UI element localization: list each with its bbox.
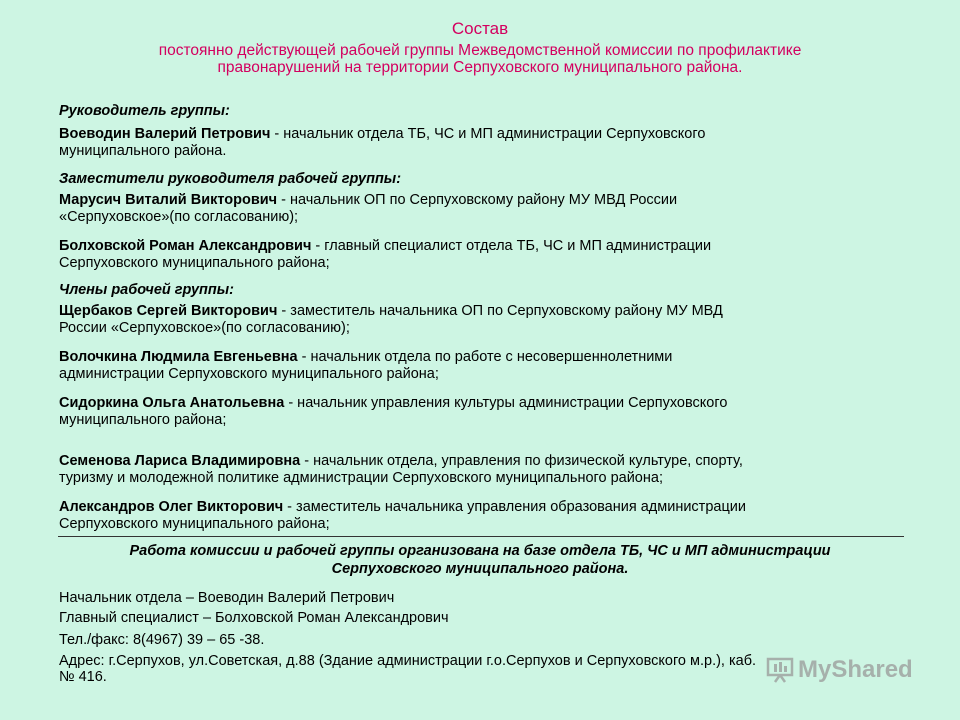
members-heading: Члены рабочей группы:	[59, 282, 234, 298]
member-line: муниципального района;	[59, 412, 227, 428]
contact-address: Адрес: г.Серпухов, ул.Советская, д.88 (Здание администрации г.о.Серпухов и Серпуховского м.р.), каб.	[59, 653, 757, 669]
contact-address: № 416.	[59, 669, 107, 685]
member-line: туризму и молодежной политике администрации Серпуховского муниципального района;	[59, 470, 663, 486]
person-name: Щербаков Сергей Викторович	[59, 303, 278, 319]
person-desc: - начальник отдела ТБ, ЧС и МП администрации Серпуховского	[270, 126, 706, 142]
person-name: Волочкина Людмила Евгеньевна	[59, 349, 298, 365]
person-desc: - главный специалист отдела ТБ, ЧС и МП администрации	[311, 238, 712, 254]
person-name: Александров Олег Викторович	[59, 499, 284, 515]
contact-specialist: Главный специалист – Болховской Роман Александрович	[59, 610, 449, 626]
subtitle-line: правонарушений на территории Серпуховского муниципального района.	[217, 59, 743, 76]
subtitle-line: постоянно действующей рабочей группы Межведомственной комиссии по профилактике	[158, 42, 802, 59]
watermark-text: MyShared	[798, 656, 913, 683]
person-desc: - начальник отдела, управления по физической культуре, спорту,	[300, 453, 743, 469]
deputy-line	[59, 192, 677, 208]
member-line: администрации Серпуховского муниципального района;	[59, 366, 439, 382]
divider	[58, 536, 904, 537]
watermark	[766, 656, 913, 684]
member-line	[59, 499, 746, 515]
work-note-line: Серпуховского муниципального района.	[331, 561, 629, 577]
person-name: Воеводин Валерий Петрович	[59, 126, 271, 142]
deputy-line	[59, 238, 711, 254]
deputies-heading: Заместители руководителя рабочей группы:	[59, 171, 402, 187]
person-name: Семенова Лариса Владимировна	[59, 453, 301, 469]
person-desc: - заместитель начальника ОП по Серпуховскому району МУ МВД	[277, 303, 723, 319]
person-name: Сидоркина Ольга Анатольевна	[59, 395, 285, 411]
person-desc: - начальник отдела по работе с несовершеннолетними	[297, 349, 673, 365]
person-desc: - начальник управления культуры администрации Серпуховского	[284, 395, 728, 411]
presentation-icon	[766, 657, 794, 683]
work-note-line: Работа комиссии и рабочей группы организована на базе отдела ТБ, ЧС и МП администрации	[129, 543, 831, 559]
member-line: Серпуховского муниципального района;	[59, 516, 330, 532]
subtitle	[0, 42, 960, 76]
deputy-line: «Серпуховское»(по согласованию);	[59, 209, 299, 225]
member-line	[59, 349, 672, 365]
person-desc: - начальник ОП по Серпуховскому району МУ МВД России	[277, 192, 678, 208]
member-line	[59, 453, 743, 469]
member-line: России «Серпуховское»(по согласованию);	[59, 320, 350, 336]
deputy-line: Серпуховского муниципального района;	[59, 255, 330, 271]
title: Состав	[451, 19, 509, 38]
person-desc: - заместитель начальника управления образования администрации	[283, 499, 746, 515]
member-line	[59, 303, 723, 319]
member-line	[59, 395, 727, 411]
leader-line	[59, 126, 705, 142]
person-name: Марусич Виталий Викторович	[59, 192, 278, 208]
leader-line: муниципального района.	[59, 143, 227, 159]
contact-phone: Тел./факс: 8(4967) 39 – 65 -38.	[59, 632, 265, 648]
contact-head: Начальник отдела – Воеводин Валерий Петрович	[59, 590, 395, 606]
person-name: Болховской Роман Александрович	[59, 238, 312, 254]
leader-heading: Руководитель группы:	[59, 103, 230, 119]
